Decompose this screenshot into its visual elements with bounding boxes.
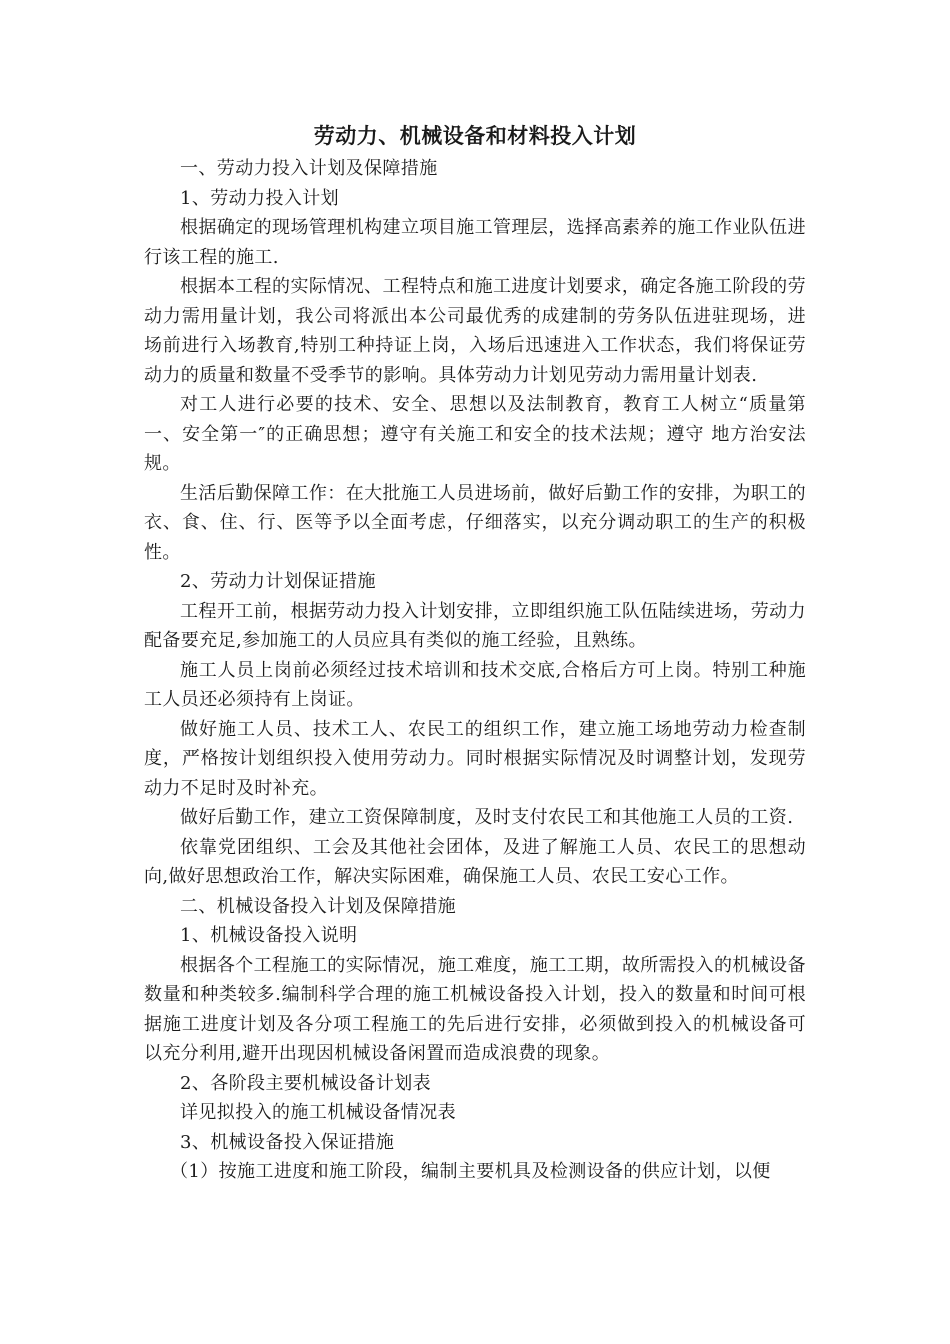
subsection-heading-machinery-schedule: 2、各阶段主要机械设备计划表 xyxy=(180,1072,432,1094)
subsection-heading-labor-plan: 1、劳动力投入计划 xyxy=(180,187,340,209)
subsection-heading-labor-measures: 2、劳动力计划保证措施 xyxy=(180,571,376,592)
subsection-heading-machinery-description: 1、机械设备投入说明 xyxy=(180,925,358,946)
paragraph: 工程开工前，根据劳动力投入计划安排，立即组织施工队伍陆续进场，劳动力配备要充足,参加施工的人员应具有类似的施工经验，且熟练。 xyxy=(144,600,806,651)
paragraph: 根据各个工程施工的实际情况，施工难度，施工工期，故所需投入的机械设备数量和种类较多.编制科学合理的施工机械设备投入计划，投入的数量和时间可根据施工进度计划及各分项工程施工的先后进行安排，必须做到投入的机械设备可以充分利用,避开出现因机械设备闲置而造成浪费的现象。 xyxy=(144,954,806,1064)
paragraph: 做好施工人员、技术工人、农民工的组织工作，建立施工场地劳动力检查制度，严格按计划组织投入使用劳动力。同时根据实际情况及时调整计划，发现劳动力不足时及时补充。 xyxy=(144,718,806,799)
document-body xyxy=(144,118,806,1187)
paragraph: 对工人进行必要的技术、安全、思想以及法制教育，教育工人树立“质量第一、安全第一″的正确思想；遵守有关施工和安全的技术法规；遵守 地方治安法规。 xyxy=(144,394,806,474)
paragraph-numbered: （1）按施工进度和施工阶段，编制主要机具及检测设备的供应计划，以便 xyxy=(170,1161,771,1182)
subsection-heading-machinery-measures: 3、机械设备投入保证措施 xyxy=(180,1131,395,1153)
paragraph: 生活后勤保障工作：在大批施工人员进场前，做好后勤工作的安排，为职工的衣、食、住、行、医等予以全面考虑，仔细落实，以充分调动职工的生产的积极性。 xyxy=(144,482,806,563)
section-heading-machinery: 二、机械设备投入计划及保障措施 xyxy=(180,895,456,917)
paragraph: 根据本工程的实际情况、工程特点和施工进度计划要求，确定各施工阶段的劳动力需用量计划，我公司将派出本公司最优秀的成建制的劳务队伍进驻现场，进场前进行入场教育,特别工种持证上岗，入场后迅速进入工作状态，我们将保证劳动力的质量和数量不受季节的影响。具体劳动力计划见劳动力需用量计划表. xyxy=(144,276,806,386)
paragraph: 详见拟投入的施工机械设备情况表 xyxy=(180,1102,456,1123)
document-title: 劳动力、机械设备和材料投入计划 xyxy=(313,123,637,148)
section-heading-labor: 一、劳动力投入计划及保障措施 xyxy=(180,158,438,179)
paragraph: 依靠党团组织、工会及其他社会团体，及进了解施工人员、农民工的思想动向,做好思想政治工作，解决实际困难，确保施工人员、农民工安心工作。 xyxy=(144,836,806,887)
paragraph: 施工人员上岗前必须经过技术培训和技术交底,合格后方可上岗。特别工种施工人员还必须持有上岗证。 xyxy=(144,659,806,710)
paragraph: 根据确定的现场管理机构建立项目施工管理层，选择高素养的施工作业队伍进行该工程的施工. xyxy=(144,217,806,268)
paragraph: 做好后勤工作，建立工资保障制度，及时支付农民工和其他施工人员的工资. xyxy=(180,807,794,828)
